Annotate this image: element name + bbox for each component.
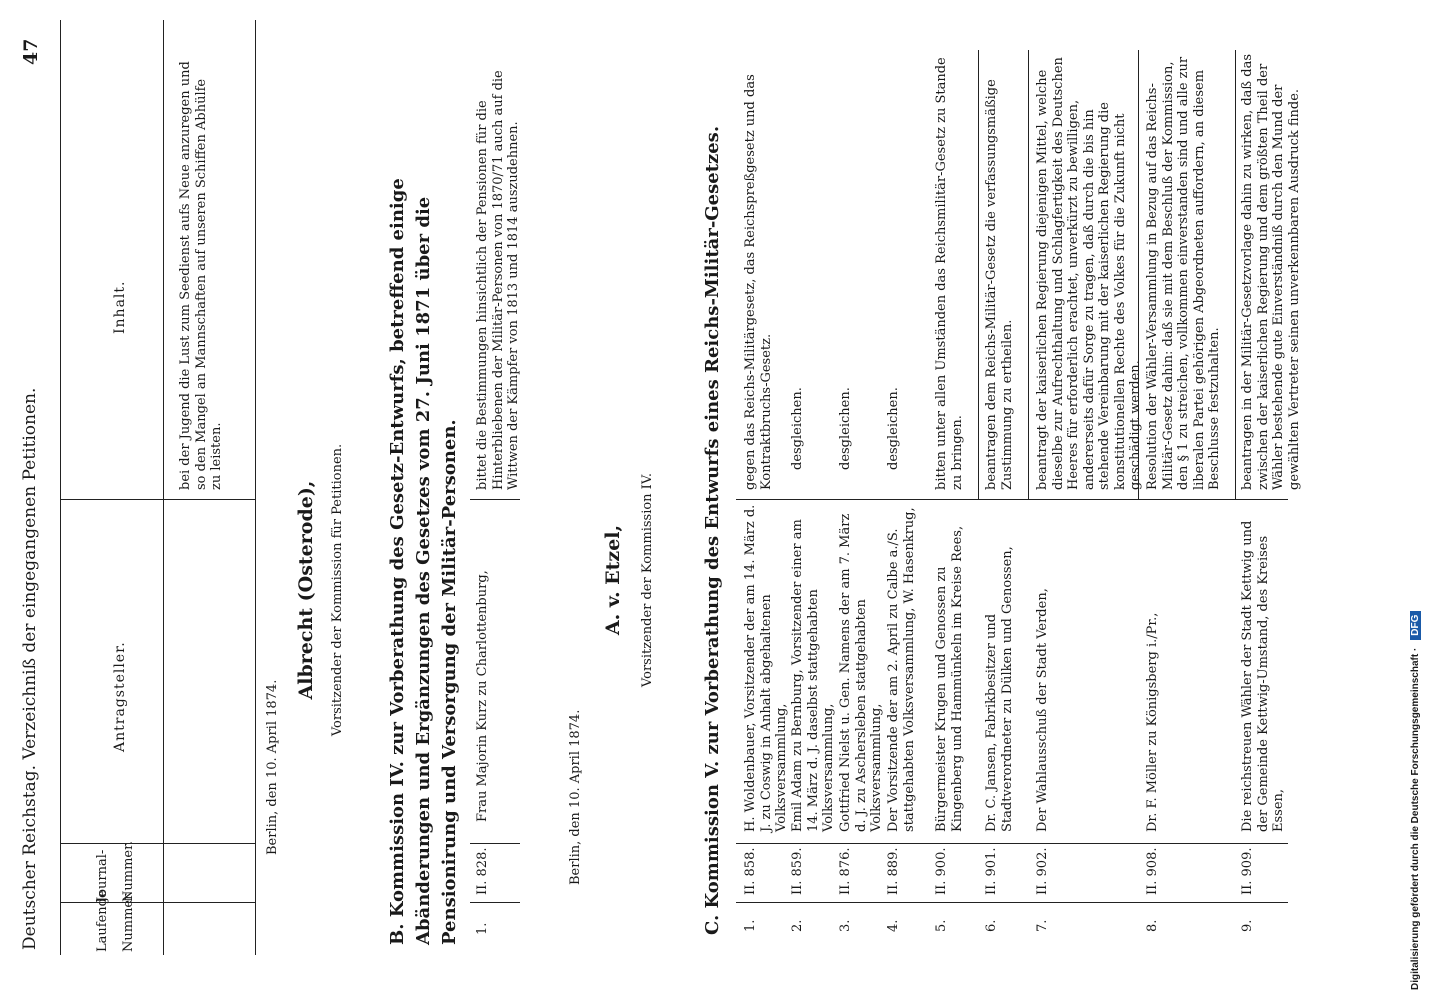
section-c-row-inhalt: beantragen dem Reichs-Militär-Gesetz die verfassungsmäßige Zustimmung zu ertheilen. bbox=[984, 79, 1015, 490]
row-rule bbox=[1235, 50, 1236, 500]
dfg-note-text: Digitalisierung gefördert durch die Deutsche Forschungsgemeinschaft · bbox=[1410, 647, 1421, 990]
section-c-row-journal: II. 902. bbox=[1035, 847, 1050, 895]
running-header: Deutscher Reichstag. Verzeichniß der eingegangenen Petitionen. bbox=[20, 387, 40, 950]
section-c-row-nr: 7. bbox=[1035, 919, 1050, 932]
section-c-row-inhalt: desgleichen. bbox=[886, 387, 901, 470]
section-c-row-journal: II. 859. bbox=[790, 847, 805, 895]
section-c-row-antrag: Gottfried Nielst u. Gen. Namens der am 7. März d. J. zu Aschersleben stattgehabten Volksversammlung, bbox=[838, 513, 884, 832]
page-number: 47 bbox=[20, 38, 42, 65]
section-c-row-journal: II. 889. bbox=[886, 847, 901, 895]
section-c-row-nr: 1. bbox=[743, 919, 758, 932]
section-c-row-inhalt: gegen das Reichs-Militärgesetz, das Reichspreßgesetz und das Kontraktbruchs-Gesetz. bbox=[743, 74, 774, 490]
table-header-rule bbox=[163, 20, 164, 955]
section-c-row-inhalt: bitten unter allen Umständen das Reichsmilitär-Gesetz zu Stande zu bringen. bbox=[934, 57, 965, 490]
section-c-row-nr: 2. bbox=[790, 919, 805, 932]
section-c-row-inhalt: Resolution der Wähler-Versammlung in Bezug auf das Reichs-Militär-Gesetz dahin: daß sie mit dem Beschluß der Kommission, den § 1 zu streichen, vollkommen einverstanden sind und alle zur liberalen Partei gehörigen Abgeordneten auffordern, an diesem Beschlusse festzuhalten. bbox=[1145, 56, 1222, 490]
section-c-row-antrag: Emil Adam zu Bernburg, Vorsitzender einer am 14. März d. J. daselbst stattgehabten Volksversammlung, bbox=[790, 519, 836, 832]
col-header-inhalt: Inhalt. bbox=[112, 280, 128, 334]
dfg-funding-note bbox=[1410, 0, 1421, 990]
col-divider bbox=[470, 843, 520, 844]
section-c-row-antrag: Der Wahlausschuß der Stadt Verden, bbox=[1035, 588, 1050, 832]
row-rule bbox=[1028, 50, 1029, 500]
section-c-row-antrag: Der Vorsitzende der am 2. April zu Calbe a./S. stattgehabten Volksversammlung, W. Hasenkrug, bbox=[886, 507, 917, 832]
signature-2-role: Vorsitzender der Kommission IV. bbox=[640, 472, 655, 688]
section-b-row-antrag: Frau Majorin Kurz zu Charlottenburg, bbox=[475, 570, 490, 822]
section-c-row-journal: II. 900. bbox=[934, 847, 949, 895]
section-c-row-journal: II. 908. bbox=[1145, 847, 1160, 895]
col-divider bbox=[736, 902, 1288, 903]
row-rule bbox=[1138, 50, 1139, 500]
section-c-row-antrag: Dr. C. Jansen, Fabrikbesitzer und Stadtverordneter zu Dülken und Genossen, bbox=[984, 546, 1015, 832]
section-c-row-antrag: Bürgermeister Krugen und Genossen zu Kingenberg und Hammünkeln im Kreise Rees, bbox=[934, 525, 965, 832]
section-b-row-journal: II. 828. bbox=[475, 847, 490, 895]
col-header-antragsteller: Antragsteller. bbox=[112, 641, 128, 752]
col-divider bbox=[736, 843, 1288, 844]
signature-1-role: Vorsitzender der Kommission für Petitionen. bbox=[330, 443, 345, 737]
section-c-row-journal: II. 909. bbox=[1240, 847, 1255, 895]
section-c-row-nr: 8. bbox=[1145, 919, 1160, 932]
col-header-journal: Journal-Nummer. bbox=[95, 840, 136, 902]
section-c-row-inhalt: beantragt der kaiserlichen Regierung diejenigen Mittel, welche dieselbe zur Aufrechthaltung und Schlagfertigkeit des Deutschen Heeres für erforderlich erachtet, unverkürzt zu bewilligen, andererseits dafür Sorge zu tragen, daß durch die bis hin stehende Vereinbarung mit der kaiserlichen Regierung die konstitutionellen Rechte des Volkes für die Zukunft nicht geschädigt werden. bbox=[1035, 57, 1143, 490]
col-divider bbox=[736, 499, 1288, 500]
section-c-row-journal: II. 901. bbox=[984, 847, 999, 895]
col-divider bbox=[60, 499, 255, 500]
date-line-1: Berlin, den 10. April 1874. bbox=[265, 679, 280, 855]
header-rule bbox=[60, 20, 61, 955]
section-c-row-nr: 9. bbox=[1240, 919, 1255, 932]
col-divider bbox=[470, 902, 520, 903]
section-c-row-antrag: Dr. F. Möller zu Königsberg i./Pr., bbox=[1145, 612, 1160, 832]
row-rule bbox=[978, 50, 979, 500]
section-c-row-journal: II. 858. bbox=[743, 847, 758, 895]
dfg-logo: DFG bbox=[1410, 611, 1421, 640]
section-c-row-nr: 4. bbox=[886, 919, 901, 932]
section-c-row-antrag: Die reichstreuen Wähler der Stadt Kettwig und der Gemeinde Kettwig-Umstand, des Kreises Essen, bbox=[1240, 520, 1286, 832]
signature-1-name: Albrecht (Osterode), bbox=[295, 480, 317, 700]
section-b-title: B. Kommission IV. zur Vorberathung des Gesetz-Entwurfs, betreffend einige Abänderungen und Ergänzungen des Gesetzes vom 27. Juni 1871 über die Pensionirung und Versorgung der Militär-Personen. bbox=[387, 178, 460, 945]
col-header-laufende: Laufende Nummer. bbox=[95, 890, 136, 952]
section-b-row-inhalt: bittet die Bestimmungen hinsichtlich der Pensionen für die Hinterbliebenen der Militär-Personen von 1870/71 auch auf die Wittwen der Kämpfer von 1813 und 1814 auszudehnen. bbox=[475, 70, 521, 490]
section-c-row-nr: 5. bbox=[934, 919, 949, 932]
signature-2-name: A. v. Etzel, bbox=[602, 524, 624, 636]
table-bottom-rule bbox=[255, 20, 256, 955]
continuation-text: bei der Jugend die Lust zum Seedienst aufs Neue anzuregen und so den Mangel an Mannschaften auf unseren Schiffen Abhülfe zu leisten. bbox=[178, 61, 224, 490]
section-c-title: C. Kommission V. zur Vorberathung des Entwurfs eines Reichs-Militär-Gesetzes. bbox=[702, 125, 723, 935]
section-c-row-inhalt: desgleichen. bbox=[790, 387, 805, 470]
section-c-row-antrag: H. Woldenbauer, Vorsitzender der am 14. März d. J. zu Coswig in Anhalt abgehaltenen Volksversammlung, bbox=[743, 504, 789, 832]
section-c-row-journal: II. 876. bbox=[838, 847, 853, 895]
date-line-2: Berlin, den 10. April 1874. bbox=[568, 709, 583, 885]
section-c-row-nr: 6. bbox=[984, 919, 999, 932]
section-c-row-inhalt: desgleichen. bbox=[838, 387, 853, 470]
section-c-row-inhalt: beantragen in der Militär-Gesetzvorlage dahin zu wirken, daß das zwischen der kaiserlichen Regierung und dem größten Theil der Wähler bestehende gute Einverständniß durch den Mund der gewählten Vertreter seinen unverkennbaren Ausdruck finde. bbox=[1240, 54, 1302, 490]
section-c-row-nr: 3. bbox=[838, 919, 853, 932]
col-divider bbox=[60, 902, 255, 903]
col-divider bbox=[60, 843, 255, 844]
section-b-row-nr: 1. bbox=[475, 922, 490, 935]
col-divider bbox=[470, 499, 520, 500]
